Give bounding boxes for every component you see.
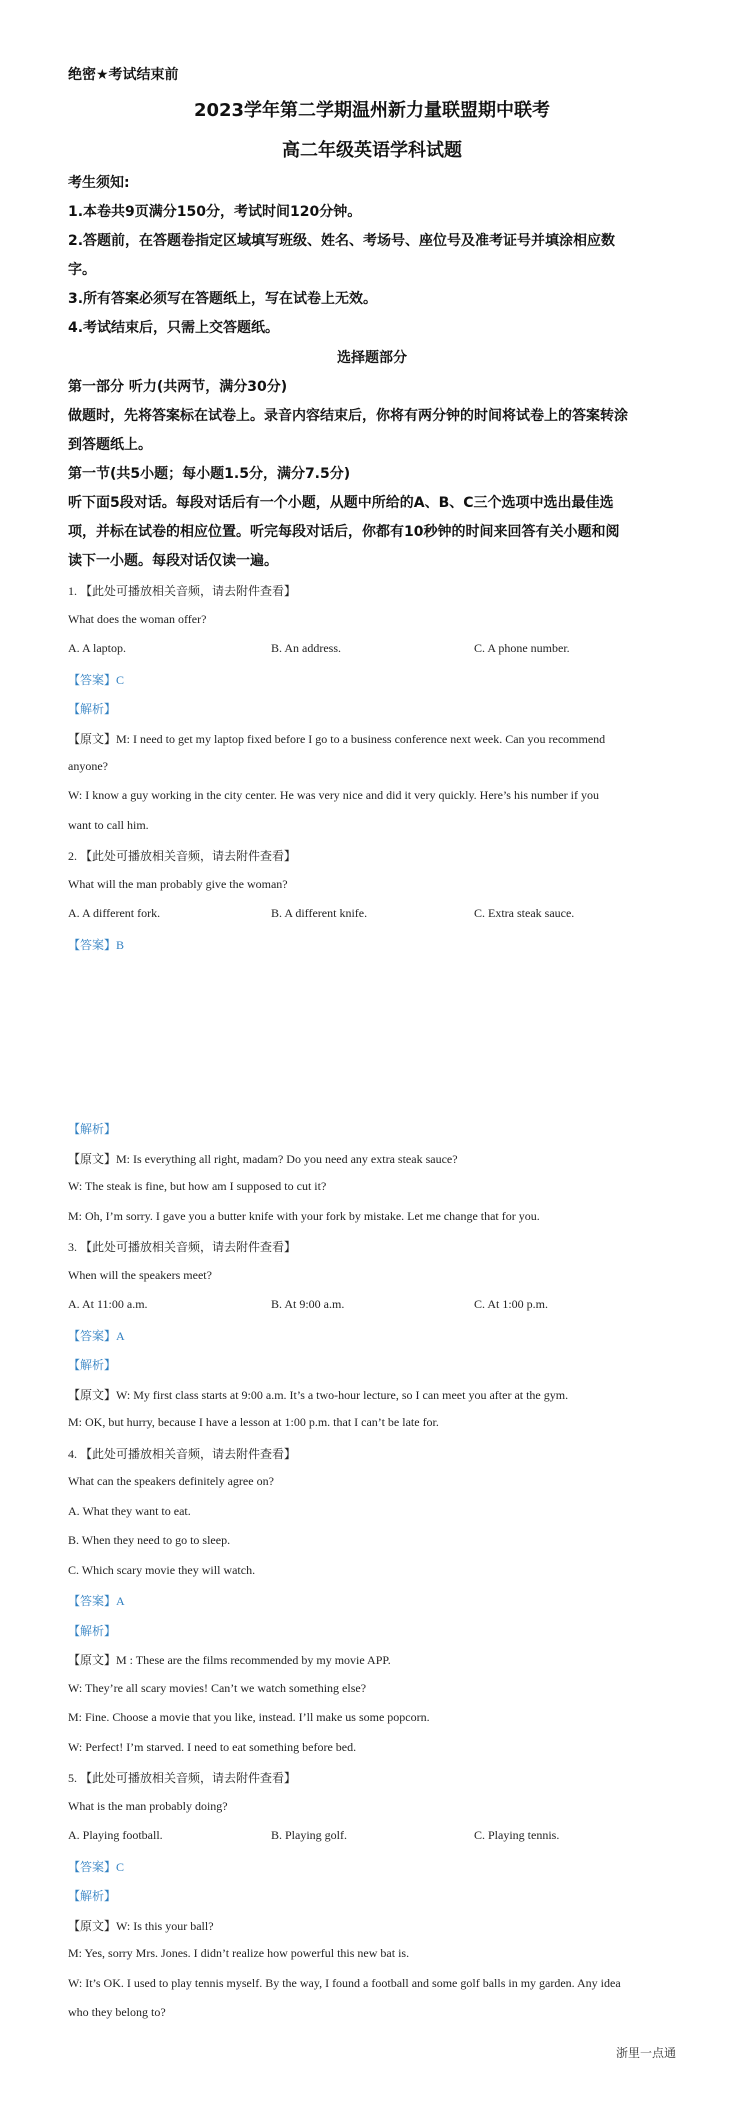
q5-analysis: 【解析】 [68,1889,117,1903]
secret-label: 绝密★考试结束前 [68,67,179,83]
exam-subtitle: 高二年级英语学科试题 [282,140,462,161]
sec1-desc-2: 项，并标在试卷的相应位置。听完每段对话后，你都有10秒钟的时间来回答有关小题和阅 [68,524,620,540]
sec1-desc-3: 读下一小题。每段对话仅读一遍。 [68,553,278,569]
q4-option-b: B. When they need to go to sleep. [68,1533,231,1547]
q5-option-a: A. Playing football. [68,1828,163,1842]
q2-number[interactable]: 2. 【此处可播放相关音频，请去附件查看】 [68,849,297,863]
notice-item-2: 2.答题前，在答题卷指定区域填写班级、姓名、考场号、座位号及准考证号并填涂相应数 [68,233,616,249]
q2-option-c: C. Extra steak sauce. [474,906,575,920]
q1-stem: What does the woman offer? [68,612,207,626]
q2-option-b: B. A different knife. [271,906,368,920]
q2-option-a: A. A different fork. [68,906,161,920]
q2-analysis: 【解析】 [68,1122,117,1136]
q5-transcript-3: W: It’s OK. I used to play tennis myself. By the way, I found a football and some golf balls in my garden. Any idea [68,1976,621,1990]
q1-transcript-4: want to call him. [68,818,149,832]
q5-option-c: C. Playing tennis. [474,1828,560,1842]
q1-option-b: B. An address. [271,641,341,655]
q3-option-b: B. At 9:00 a.m. [271,1297,345,1311]
notice-item-3: 3.所有答案必须写在答题纸上，写在试卷上无效。 [68,291,378,307]
q1-transcript-3: W: I know a guy working in the city center. He was very nice and did it very quickly. Here’s his number if you [68,788,599,802]
q1-option-c: C. A phone number. [474,641,570,655]
exam-title: 2023学年第二学期温州新力量联盟期中联考 [193,100,551,121]
q4-transcript-4: W: Perfect! I’m starved. I need to eat something before bed. [68,1740,357,1754]
q4-number[interactable]: 4. 【此处可播放相关音频，请去附件查看】 [68,1447,297,1461]
q3-stem: When will the speakers meet? [68,1268,212,1282]
q1-option-a: A. A laptop. [68,641,127,655]
footer-brand: 浙里一点通 [615,2046,676,2060]
part1-desc-2: 到答题纸上。 [68,437,152,453]
q2-transcript-2: W: The steak is fine, but how am I supposed to cut it? [68,1179,327,1193]
q3-analysis: 【解析】 [68,1358,117,1372]
q5-option-b: B. Playing golf. [271,1828,348,1842]
q5-number[interactable]: 5. 【此处可播放相关音频，请去附件查看】 [68,1771,297,1785]
q1-transcript-1: 【原文】M: I need to get my laptop fixed before I go to a business conference next week. Can you recommend [68,732,606,746]
q3-answer: 【答案】A [68,1329,125,1343]
q4-analysis: 【解析】 [68,1624,117,1638]
q3-transcript-1: 【原文】W: My first class starts at 9:00 a.m. It’s a two-hour lecture, so I can meet you after at the gym. [68,1388,569,1402]
sec1-desc-1: 听下面5段对话。每段对话后有一个小题，从题中所给的A、B、C三个选项中选出最佳选 [68,495,614,511]
q4-option-c: C. Which scary movie they will watch. [68,1563,256,1577]
q2-answer: 【答案】B [68,938,125,952]
notice-heading: 考生须知: [68,175,130,191]
part1-heading: 第一部分 听力(共两节，满分30分) [68,379,288,395]
q1-analysis: 【解析】 [68,702,117,716]
q3-number[interactable]: 3. 【此处可播放相关音频，请去附件查看】 [68,1240,297,1254]
q3-option-c: C. At 1:00 p.m. [474,1297,549,1311]
sec1-heading: 第一节(共5小题；每小题1.5分，满分7.5分) [68,466,351,482]
q5-transcript-1: 【原文】W: Is this your ball? [68,1919,214,1933]
notice-item-4: 4.考试结束后，只需上交答题纸。 [68,320,280,336]
q4-transcript-1: 【原文】M : These are the films recommended by my movie APP. [68,1653,391,1667]
q5-transcript-4: who they belong to? [68,2005,166,2019]
q4-answer: 【答案】A [68,1594,125,1608]
q4-transcript-3: M: Fine. Choose a movie that you like, instead. I’ll make us some popcorn. [68,1710,430,1724]
q1-transcript-2: anyone? [68,759,108,773]
part1-desc-1: 做题时，先将答案标在试卷上。录音内容结束后，你将有两分钟的时间将试卷上的答案转涂 [68,408,628,424]
q4-stem: What can the speakers definitely agree on? [68,1474,274,1488]
section-choice: 选择题部分 [337,350,407,366]
q5-answer: 【答案】C [68,1860,125,1874]
q4-option-a: A. What they want to eat. [68,1504,191,1518]
q2-stem: What will the man probably give the woman? [68,877,288,891]
q5-stem: What is the man probably doing? [68,1799,228,1813]
notice-item-1: 1.本卷共9页满分150分，考试时间120分钟。 [68,204,362,220]
q2-transcript-1: 【原文】M: Is everything all right, madam? Do you need any extra steak sauce? [68,1152,458,1166]
notice-item-2-cont: 字。 [68,262,96,278]
q4-transcript-2: W: They’re all scary movies! Can’t we watch something else? [68,1681,367,1695]
q3-option-a: A. At 11:00 a.m. [68,1297,148,1311]
q1-answer: 【答案】C [68,673,125,687]
q3-transcript-2: M: OK, but hurry, because I have a lesson at 1:00 p.m. that I can’t be late for. [68,1415,439,1429]
q5-transcript-2: M: Yes, sorry Mrs. Jones. I didn’t realize how powerful this new bat is. [68,1946,410,1960]
q2-transcript-3: M: Oh, I’m sorry. I gave you a butter knife with your fork by mistake. Let me change that for you. [68,1209,540,1223]
q1-number[interactable]: 1. 【此处可播放相关音频，请去附件查看】 [68,584,297,598]
